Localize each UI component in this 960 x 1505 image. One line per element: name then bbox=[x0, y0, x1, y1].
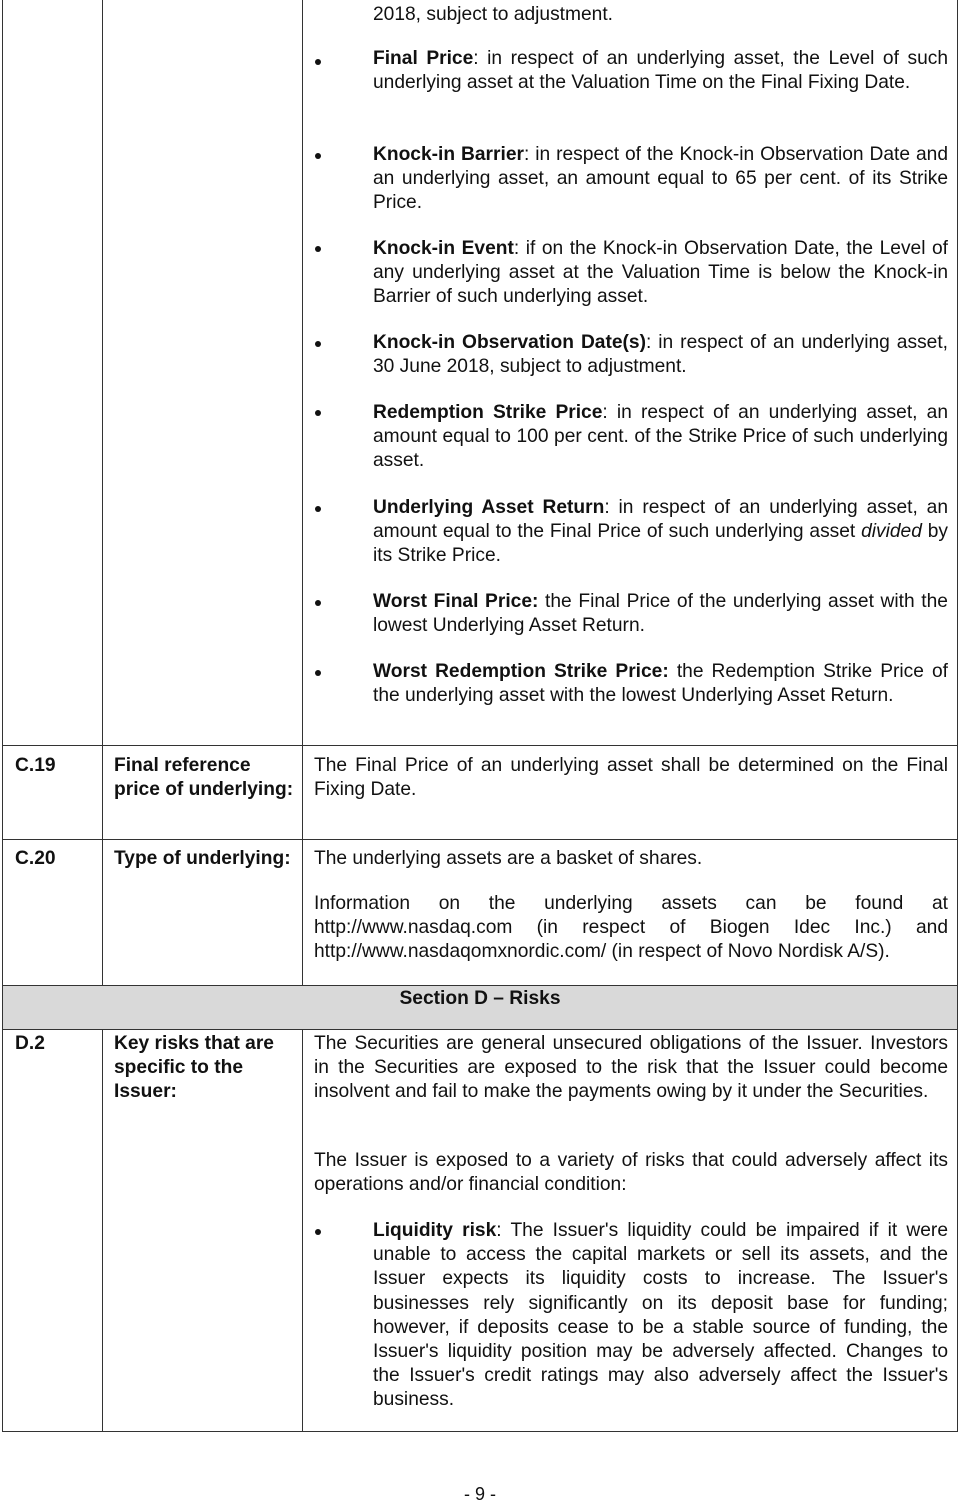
row-text-c20-line1: The underlying assets are a basket of shares. bbox=[314, 848, 703, 869]
definition-text: in respect of an underlying asset, the Level of such underlying asset at the Valuation Time on the Final Fixing Date. bbox=[373, 48, 949, 94]
liquidity-risk-item: Liquidity risk: The Issuer's liquidity could be impaired if it were unable to access the capital markets or sell its assets, and the Issuer expects its liquidity costs to increase. The Issuer's businesses rely significantly on its deposit base for funding; however, if deposits cease to be a stable source of funding, the Issuer's liquidity position may be adversely affected. Changes to the Issuer's credit ratings may also adversely affect the Issuer's business. bbox=[373, 1220, 948, 1411]
row-label-c20: Type of underlying: bbox=[114, 848, 291, 869]
bullet-dot bbox=[315, 246, 321, 252]
bullet-dot bbox=[315, 1229, 321, 1235]
table-border-left bbox=[2, 0, 3, 1431]
table-col-divider-1b bbox=[102, 1029, 103, 1431]
definition-text: by its Strike Price. bbox=[373, 521, 948, 567]
row-code-d2: D.2 bbox=[15, 1033, 45, 1054]
row-label-c19: Final reference price of underlying: bbox=[114, 755, 294, 801]
definition-item: Knock-in Event: if on the Knock-in Observation Date, the Level of any underlying asset at the Valuation Time is below the Knock-in Barrier of such underlying asset. bbox=[373, 238, 948, 308]
definition-text: if on the Knock-in Observation Date, the Level of any underlying asset at the Valuation Time is below the Knock-in Barrier of such underlying asset. bbox=[373, 238, 948, 308]
bullet-dot bbox=[315, 600, 321, 606]
row-text-d2-para1: The Securities are general unsecured obligations of the Issuer. Investors in the Securities are exposed to the risk that the Issuer could become insolvent and fail to make the payments owing by it under the Securities. bbox=[314, 1033, 948, 1103]
definition-text: the Final Price of the underlying asset with the lowest Underlying Asset Return. bbox=[373, 591, 948, 637]
row-text-d2-para2: The Issuer is exposed to a variety of risks that could adversely affect its operations and/or financial condition: bbox=[314, 1150, 948, 1196]
definition-text: in respect of an underlying asset, 30 June 2018, subject to adjustment. bbox=[373, 332, 948, 378]
row-divider-c20 bbox=[2, 839, 958, 840]
row-text-c20-info: Information on the underlying assets can be found at http://www.nasdaq.com (in respect of Biogen Idec Inc.) and http://www.nasdaqomxnordic.com/ (in respect of Novo Nordisk A/S). bbox=[314, 893, 948, 963]
risk-term: Liquidity risk bbox=[373, 1220, 497, 1241]
definition-text: in respect of the Knock-in Observation Date and an underlying asset, an amount equal to 65 per cent. of its Strike Price. bbox=[373, 144, 948, 214]
row-divider-section-d-top bbox=[2, 985, 958, 986]
bullet-dot bbox=[315, 59, 321, 65]
table-col-divider-2b bbox=[302, 1029, 303, 1431]
row-divider-section-d-bottom bbox=[2, 1029, 958, 1030]
definition-text-italic: divided bbox=[861, 521, 922, 543]
definition-term: Worst Final Price: bbox=[373, 591, 539, 612]
section-d-title: Section D – Risks bbox=[399, 988, 561, 1009]
row-divider-c19 bbox=[2, 745, 958, 746]
table-col-divider-2 bbox=[302, 0, 303, 985]
definition-item: Underlying Asset Return: in respect of an underlying asset, an amount equal to the Final Price of such underlying asset divided by its Strike Price. bbox=[373, 497, 948, 567]
bullet-dot bbox=[315, 506, 321, 512]
bullet-dot bbox=[315, 153, 321, 159]
definition-term: Redemption Strike Price bbox=[373, 402, 603, 423]
row-code-c20: C.20 bbox=[15, 848, 56, 869]
definition-item: Final Price: in respect of an underlying asset, the Level of such underlying asset at the Valuation Time on the Final Fixing Date. bbox=[373, 48, 949, 94]
definition-term: Final Price bbox=[373, 48, 474, 69]
definition-term: Knock-in Barrier bbox=[373, 144, 524, 165]
definition-item bbox=[373, 590, 948, 638]
definition-term: Underlying Asset Return bbox=[373, 497, 605, 518]
bullet-dot bbox=[315, 341, 321, 347]
definition-item: Redemption Strike Price: in respect of an underlying asset, an amount equal to 100 per cent. of the Strike Price of such underlying asset. bbox=[373, 402, 948, 472]
definition-item: Knock-in Barrier: in respect of the Knock-in Observation Date and an underlying asset, an amount equal to 65 per cent. of its Strike Price. bbox=[373, 144, 948, 214]
intro-tail-text: 2018, subject to adjustment. bbox=[373, 4, 613, 25]
definition-item bbox=[373, 660, 948, 708]
table-col-divider-1 bbox=[102, 0, 103, 985]
definition-term: Worst Redemption Strike Price: bbox=[373, 661, 669, 682]
definition-item: Knock-in Observation Date(s): in respect of an underlying asset, 30 June 2018, subject to adjustment. bbox=[373, 332, 948, 378]
row-code-c19: C.19 bbox=[15, 755, 56, 776]
definition-term: Knock-in Observation Date(s) bbox=[373, 332, 646, 353]
row-text-c19: The Final Price of an underlying asset shall be determined on the Final Fixing Date. bbox=[314, 755, 948, 801]
table-border-bottom bbox=[2, 1431, 958, 1432]
definition-text: in respect of an underlying asset, an amount equal to the Final Price of such underlying asset bbox=[373, 497, 948, 543]
bullet-dot bbox=[315, 410, 321, 416]
page-number: - 9 - bbox=[463, 1484, 496, 1504]
table-border-right bbox=[957, 0, 958, 1431]
bullet-dot bbox=[315, 670, 321, 676]
risk-text: The Issuer's liquidity could be impaired if it were unable to access the capital markets or sell its assets, and the Issuer expects its liquidity costs to increase. The Issuer's businesses rely significantly on its deposit base for funding; however, if deposits cease to be a stable source of funding, the Issuer's liquidity position may be adversely affected. Changes to the Issuer's credit ratings may also adversely affect the Issuer's business. bbox=[373, 1220, 948, 1411]
definition-term: Knock-in Event bbox=[373, 238, 514, 259]
row-label-d2: Key risks that are specific to the Issuer: bbox=[114, 1033, 274, 1103]
definition-text: the Redemption Strike Price of the underlying asset with the lowest Underlying Asset Return. bbox=[373, 661, 948, 707]
definition-text: in respect of an underlying asset, an amount equal to 100 per cent. of the Strike Price of such underlying asset. bbox=[373, 402, 948, 472]
